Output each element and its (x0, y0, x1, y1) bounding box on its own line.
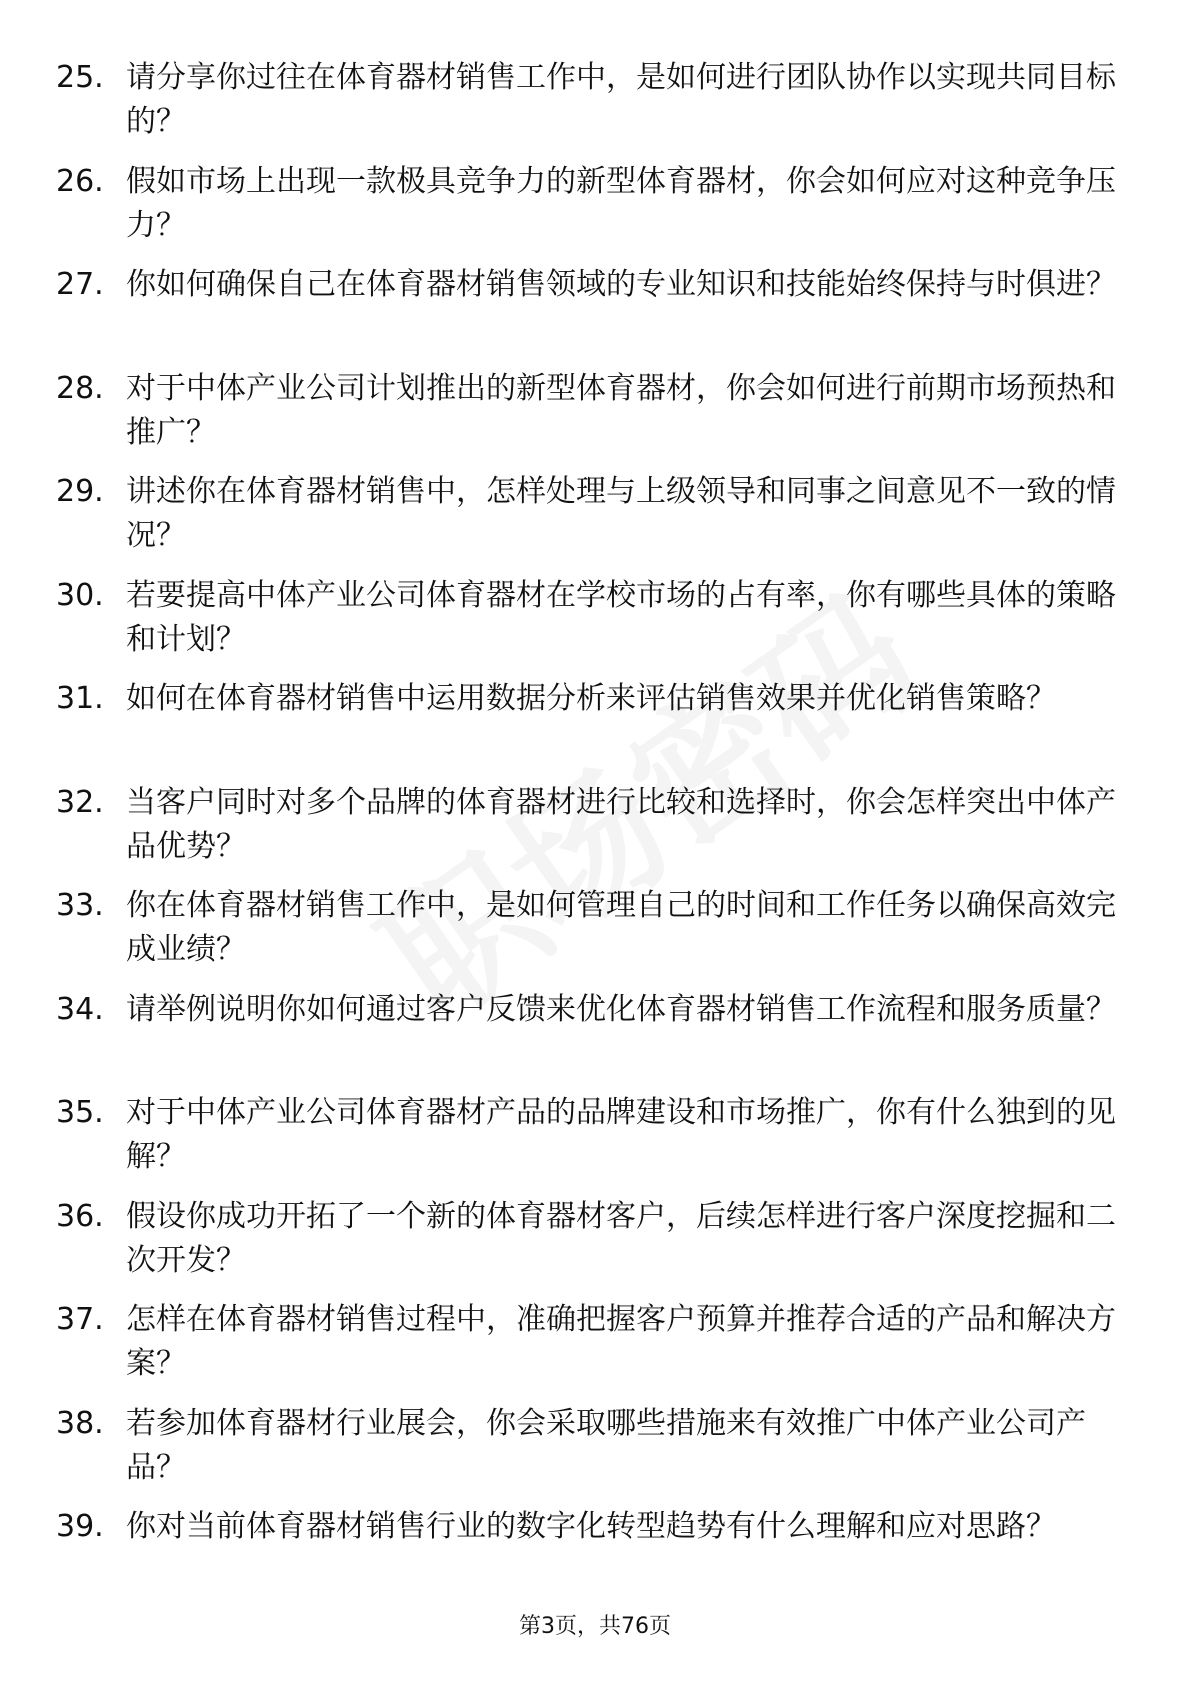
question-text: 假设你成功开拓了一个新的体育器材客户，后续怎样进行客户深度挖掘和二次开发？ (126, 1198, 1116, 1278)
list-item (56, 363, 1116, 467)
list-item (56, 570, 1116, 674)
question-number: 37. (56, 1302, 104, 1337)
list-item (56, 1501, 1116, 1605)
list-item (56, 52, 1116, 156)
list-item (56, 1087, 1116, 1191)
page-number-footer: 第3页，共76页 (519, 1614, 671, 1639)
list-item (56, 777, 1116, 881)
question-text: 若参加体育器材行业展会，你会采取哪些措施来有效推广中体产业公司产品？ (126, 1405, 1086, 1485)
list-item (56, 259, 1116, 363)
question-number: 27. (56, 267, 104, 302)
list-item (56, 1191, 1116, 1295)
question-text: 如何在体育器材销售中运用数据分析来评估销售效果并优化销售策略？ (126, 681, 1056, 716)
list-item (56, 673, 1116, 777)
question-number: 31. (56, 681, 104, 716)
question-text: 请分享你过往在体育器材销售工作中，是如何进行团队协作以实现共同目标的？ (126, 60, 1116, 139)
list-item (56, 1398, 1116, 1502)
question-number: 25. (56, 60, 104, 95)
question-number: 38. (56, 1405, 104, 1441)
list-item (56, 156, 1116, 260)
question-number: 39. (56, 1509, 104, 1544)
question-text: 对于中体产业公司体育器材产品的品牌建设和市场推广，你有什么独到的见解？ (126, 1095, 1116, 1174)
question-list (56, 52, 1116, 1605)
list-item (56, 984, 1116, 1088)
question-text: 当客户同时对多个品牌的体育器材进行比较和选择时，你会怎样突出中体产品优势？ (126, 784, 1116, 864)
list-item (56, 1294, 1116, 1398)
question-text: 你如何确保自己在体育器材销售领域的专业知识和技能始终保持与时俱进？ (126, 267, 1116, 302)
question-number: 36. (56, 1198, 104, 1234)
question-text: 对于中体产业公司计划推出的新型体育器材，你会如何进行前期市场预热和推广？ (126, 370, 1116, 450)
question-number: 34. (56, 991, 104, 1027)
list-item (56, 880, 1116, 984)
question-number: 33. (56, 888, 104, 923)
question-number: 29. (56, 474, 104, 509)
question-text: 若要提高中体产业公司体育器材在学校市场的占有率，你有哪些具体的策略和计划？ (126, 577, 1116, 657)
question-number: 26. (56, 163, 104, 199)
question-number: 32. (56, 784, 104, 820)
question-number: 35. (56, 1095, 104, 1130)
question-text: 怎样在体育器材销售过程中，准确把握客户预算并推荐合适的产品和解决方案？ (126, 1302, 1116, 1381)
list-item (56, 466, 1116, 570)
question-text: 你在体育器材销售工作中，是如何管理自己的时间和工作任务以确保高效完成业绩？ (126, 888, 1116, 967)
question-text: 请举例说明你如何通过客户反馈来优化体育器材销售工作流程和服务质量？ (126, 991, 1116, 1027)
question-text: 你对当前体育器材销售行业的数字化转型趋势有什么理解和应对思路？ (126, 1509, 1056, 1544)
question-number: 30. (56, 577, 104, 613)
question-text: 假如市场上出现一款极具竞争力的新型体育器材，你会如何应对这种竞争压力？ (126, 163, 1116, 243)
question-text: 讲述你在体育器材销售中，怎样处理与上级领导和同事之间意见不一致的情况？ (126, 474, 1116, 553)
question-number: 28. (56, 370, 104, 406)
